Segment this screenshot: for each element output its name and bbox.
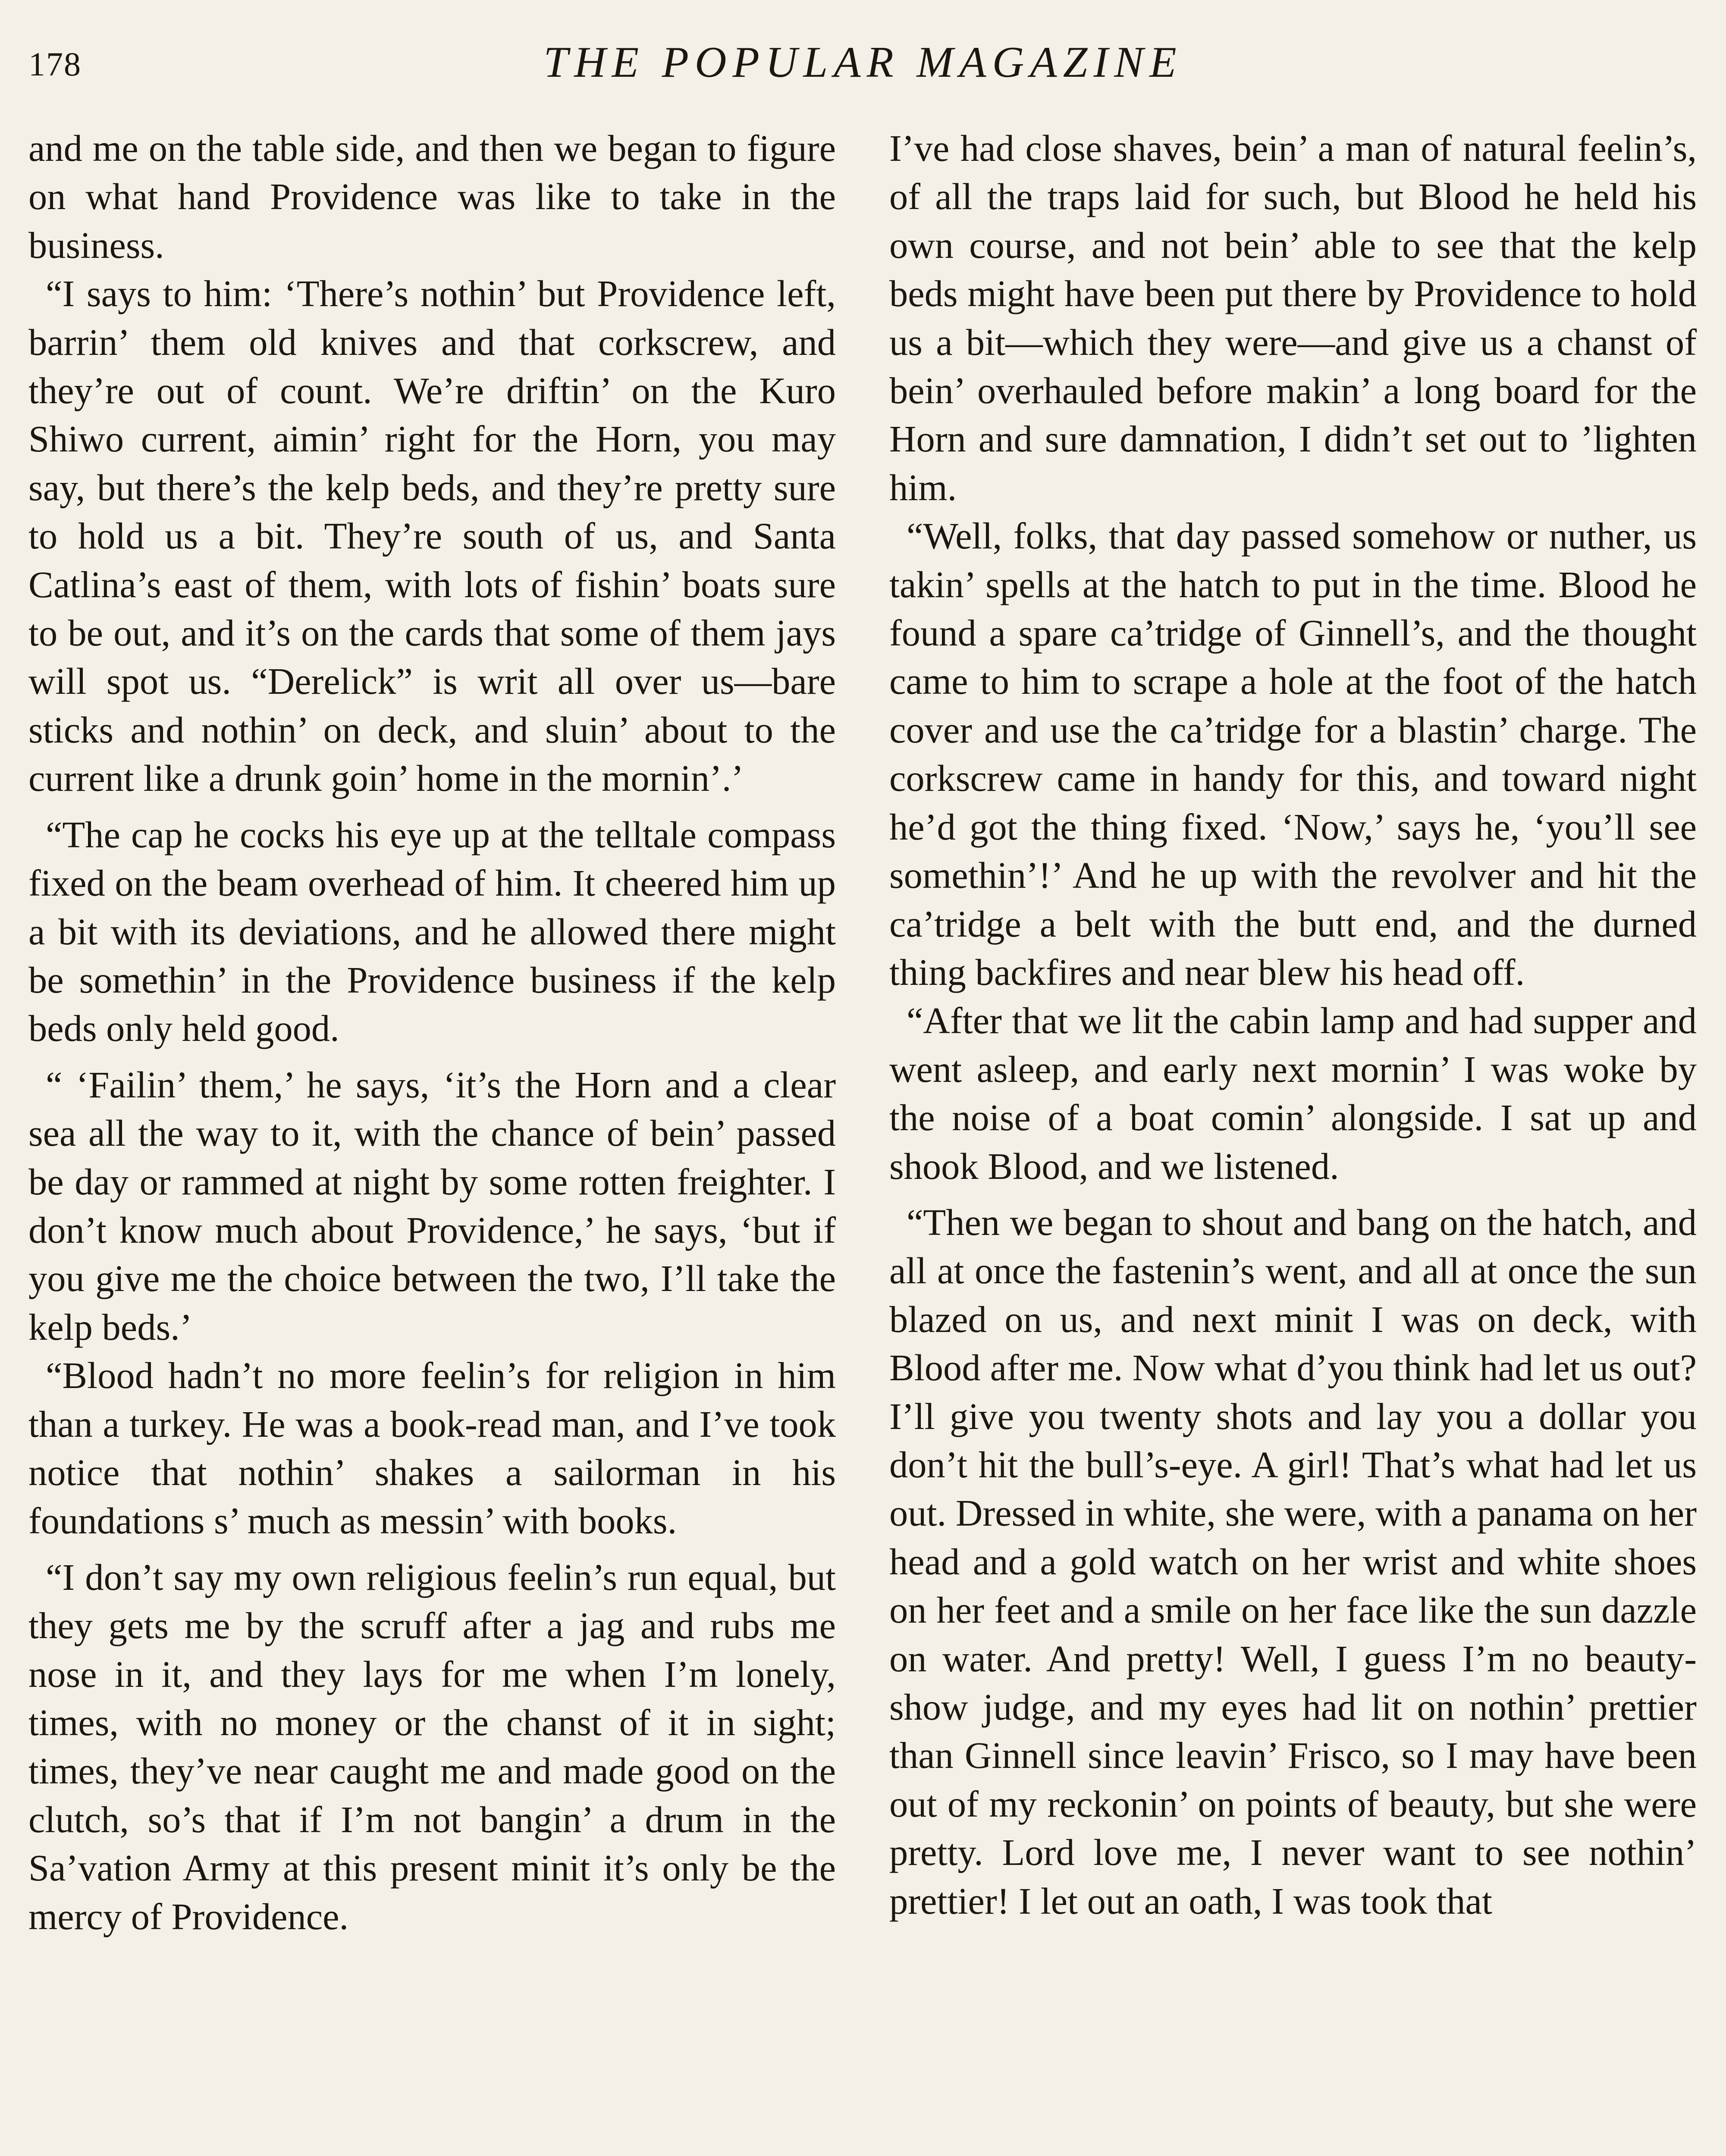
paragraph: “ ‘Failin’ them,’ he says, ‘it’s the Horn and a clear sea all the way to it, with the chance of bein’ passed be day or rammed at night by some rotten freighter. I don’t know much about Providence,’ he says, ‘but if you give me the choice between the two, I’ll take the kelp beds.’	[28, 1064, 836, 1348]
right-column	[889, 124, 1697, 1925]
page-number: 178	[28, 45, 82, 83]
paragraph: “Then we began to shout and bang on the hatch, and all at once the fastenin’s went, and all at once the sun blazed on us, and next minit I was on deck, with Blood after me. Now what d’you think had let us out? I’ll give you twenty shots and lay you a dollar you don’t hit the bull’s-eye. A girl! That’s what had let us out. Dressed in white, she were, with a panama on her head and a gold watch on her wrist and white shoes on her feet and a smile on her face like the sun dazzle on water. And pretty! Well, I guess I’m no beauty-show judge, and my eyes had lit on nothin’ prettier than Ginnell since leavin’ Frisco, so I may have been out of my reckonin’ on points of beauty, but she were pretty. Lord love me, I never want to see nothin’ prettier! I let out an oath, I was took that	[889, 1201, 1697, 1922]
paragraph: “The cap he cocks his eye up at the telltale compass fixed on the beam overhead of him. It cheered him up a bit with its deviations, and he allowed there might be somethin’ in the Providence business if the kelp beds only held good.	[28, 814, 836, 1050]
paragraph: “I don’t say my own religious feelin’s run equal, but they gets me by the scruff after a jag and rubs me nose in it, and they lays for me when I’m lonely, times, with no money or the chanst of it in sight; times, they’ve near caught me and made good on the clutch, so’s that if I’m not bangin’ a drum in the Sa’vation Army at this present minit it’s only be the mercy of Providence.	[28, 1556, 836, 1937]
paragraph: I’ve had close shaves, bein’ a man of natural feelin’s, of all the traps laid for such, but Blood he held his own course, and not bein’ able to see that the kelp beds might have been put there by Providence to hold us a bit—which they were—and give us a chanst of bein’ overhauled before makin’ a long board for the Horn and sure damnation, I didn’t set out to ’lighten him.	[889, 128, 1697, 508]
paragraph: “Blood hadn’t no more feelin’s for religion in him than a turkey. He was a book-read man, and I’ve took notice that nothin’ shakes a sailorman in his foundations s’ much as messin’ with books.	[28, 1355, 836, 1542]
left-column	[28, 124, 836, 1941]
running-head: THE POPULAR MAGAZINE	[543, 38, 1183, 87]
paragraph: “After that we lit the cabin lamp and had supper and went asleep, and early next mornin’ I was woke by the noise of a boat comin’ alongside. I sat up and shook Blood, and we listened.	[889, 1000, 1697, 1187]
paragraph: “Well, folks, that day passed somehow or nuther, us takin’ spells at the hatch to put in the time. Blood he found a spare ca’tridge of Ginnell’s, and the thought came to him to scrape a hole at the foot of the hatch cover and use the ca’tridge for a blastin’ charge. The corkscrew came in handy for this, and toward night he’d got the thing fixed. ‘Now,’ says he, ‘you’ll see somethin’!’ And he up with the revolver and hit the ca’tridge a belt with the butt end, and the durned thing backfires and near blew his head off.	[889, 515, 1697, 993]
paragraph: “I says to him: ‘There’s nothin’ but Providence left, barrin’ them old knives and that corkscrew, and they’re out of count. We’re driftin’ on the Kuro Shiwo current, aimin’ right for the Horn, you may say, but there’s the kelp beds, and they’re pretty sure to hold us a bit. They’re south of us, and Santa Catlina’s east of them, with lots of fishin’ boats sure to be out, and it’s on the cards that some of them jays will spot us. “Derelick” is writ all over us—bare sticks and nothin’ on deck, and sluin’ about to the current like a drunk goin’ home in the mornin’.’	[28, 273, 836, 799]
page-header	[28, 28, 1698, 92]
paragraph: and me on the table side, and then we began to figure on what hand Providence was like to take in the business.	[28, 128, 836, 266]
